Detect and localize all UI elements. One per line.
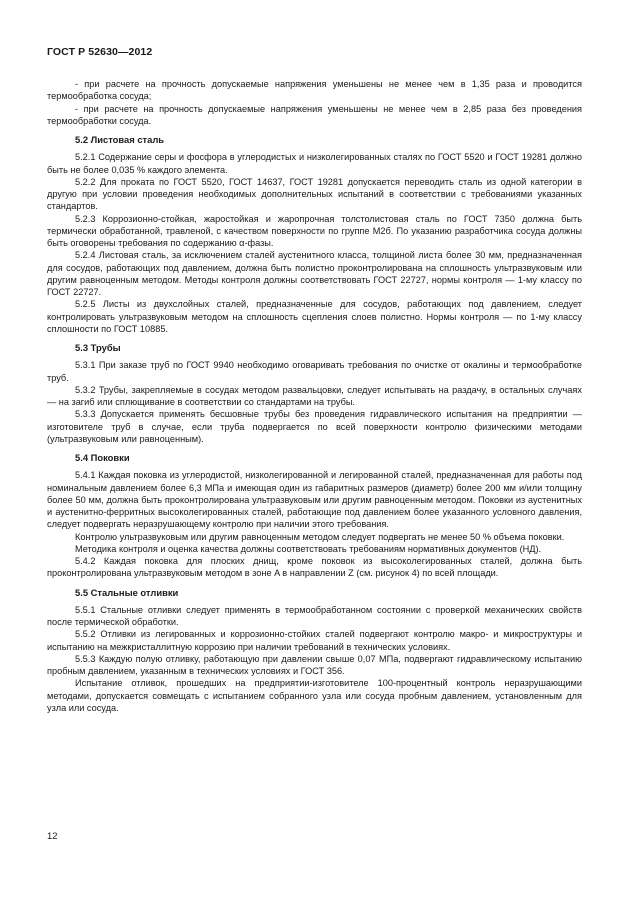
paragraph-5-2-3: 5.2.3 Коррозионно-стойкая, жаростойкая и жаропрочная толстолистовая сталь по ГОСТ 7350 должна быть термически обработанной, травленой, с качеством поверхности по группе М2б. По указанию разработчика сосуда должны быть оговорены требования по содержанию α-фазы. [47, 213, 582, 248]
paragraph-5-3-3: 5.3.3 Допускается применять бесшовные трубы без проведения гидравлического испытания на предприятии — изготовителе труб в случае, если труба подвергается по всей поверхности контролю физическими методами (ультразвуковым или равноценным). [47, 409, 582, 444]
paragraph-5-4-1: 5.4.1 Каждая поковка из углеродистой, низколегированной и легированной сталей, предназначенная для работы под номинальным давлением более 6,3 МПа и имеющая один из габаритных размеров (диаметр) более 200 мм и/или толщину более 50 мм, должна быть проконтролирована ультразвуковым или другим равноценным методом. Поковки из аустенитных и аустенитно-ферритных высоколегированных сталей, работающие под давлением более указанного условного давления, следует подвергать неразрушающему контролю при наличии этого требования. [47, 470, 582, 530]
paragraph-5-2-5: 5.2.5 Листы из двухслойных сталей, предназначенные для сосудов, работающих под давлением, следует контролировать ультразвуковым методом на сплошность сцепления слоев полистно. Нормы контроля — по 1-му классу сплошности по ГОСТ 10885. [47, 299, 582, 334]
paragraph: Контролю ультразвуковым или другим равноценным методом следует подвергать не менее 50 % объема поковки. [75, 531, 565, 542]
document-body [47, 78, 582, 714]
section-heading-5-5: 5.5 Стальные отливки [75, 586, 179, 598]
document-header: ГОСТ Р 52630—2012 [47, 46, 153, 58]
paragraph-5-2-2: 5.2.2 Для проката по ГОСТ 5520, ГОСТ 14637, ГОСТ 19281 допускается переводить сталь из одной категории в другую при условии проведения необходимых дополнительных испытаний в соответствии с требованиями указанных стандартов. [47, 176, 582, 212]
section-heading-5-2: 5.2 Листовая сталь [75, 134, 165, 145]
paragraph-5-4-2: 5.4.2 Каждая поковка для плоских днищ, кроме поковок из высоколегированных сталей, должна быть проконтролирована ультразвуковым методом в зоне A в направлении Z (см. рисунок 4) по всей площади. [47, 556, 582, 579]
section-heading-5-3: 5.3 Трубы [75, 342, 121, 353]
paragraph: - при расчете на прочность допускаемые напряжения уменьшены не менее чем в 1,35 раза и проводится термообработка сосуда; [47, 79, 582, 102]
paragraph-5-2-4: 5.2.4 Листовая сталь, за исключением сталей аустенитного класса, толщиной листа более 30 мм, предназначенная для сосудов, работающих под давлением, должна быть полистно проконтролирована на сплошность ультразвуковым или другим равноценным методом. Методы контроля должны соответствовать ГОСТ 22727, нормы контроля — 1-му классу по ГОСТ 22727. [47, 250, 582, 297]
paragraph-5-3-2: 5.3.2 Трубы, закрепляемые в сосудах методом развальцовки, следует испытывать на раздачу, в остальных случаях — на загиб или сплющивание в соответствии со стандартами на трубы. [47, 384, 582, 407]
paragraph: Методика контроля и оценка качества должны соответствовать требованиям нормативных документов (НД). [75, 543, 542, 554]
paragraph-5-3-1: 5.3.1 При заказе труб по ГОСТ 9940 необходимо оговаривать требования по очистке от окалины и термообработке труб. [47, 360, 582, 383]
paragraph-5-5-3: 5.5.3 Каждую полую отливку, работающую при давлении свыше 0,07 МПа, подвергают гидравлическому испытанию пробным давлением, указанным в технических условиях и ГОСТ 356. [47, 653, 582, 676]
paragraph: Испытание отливок, прошедших на предприятии-изготовителе 100-процентный контроль неразрушающими методами, допускается совмещать с испытанием собранного узла или сосуда пробным давлением, установленным для узла или сосуда. [47, 678, 582, 713]
paragraph-5-5-1: 5.5.1 Стальные отливки следует применять в термообработанном состоянии с проверкой механических свойств после термической обработки. [47, 604, 582, 627]
page-number: 12 [47, 830, 58, 841]
paragraph-5-5-2: 5.5.2 Отливки из легированных и коррозионно-стойких сталей подвергают контролю макро- и микроструктуры и испытанию на межкристаллитную коррозию при наличии требований в технических условиях. [47, 629, 582, 652]
section-heading-5-4: 5.4 Поковки [75, 452, 130, 463]
paragraph: - при расчете на прочность допускаемые напряжения уменьшены не менее чем в 2,85 раза без проведения термообработки сосуда. [47, 103, 582, 126]
paragraph-5-2-1: 5.2.1 Содержание серы и фосфора в углеродистых и низколегированных сталях по ГОСТ 5520 и ГОСТ 19281 должно быть не более 0,035 % каждого элемента. [47, 152, 582, 175]
